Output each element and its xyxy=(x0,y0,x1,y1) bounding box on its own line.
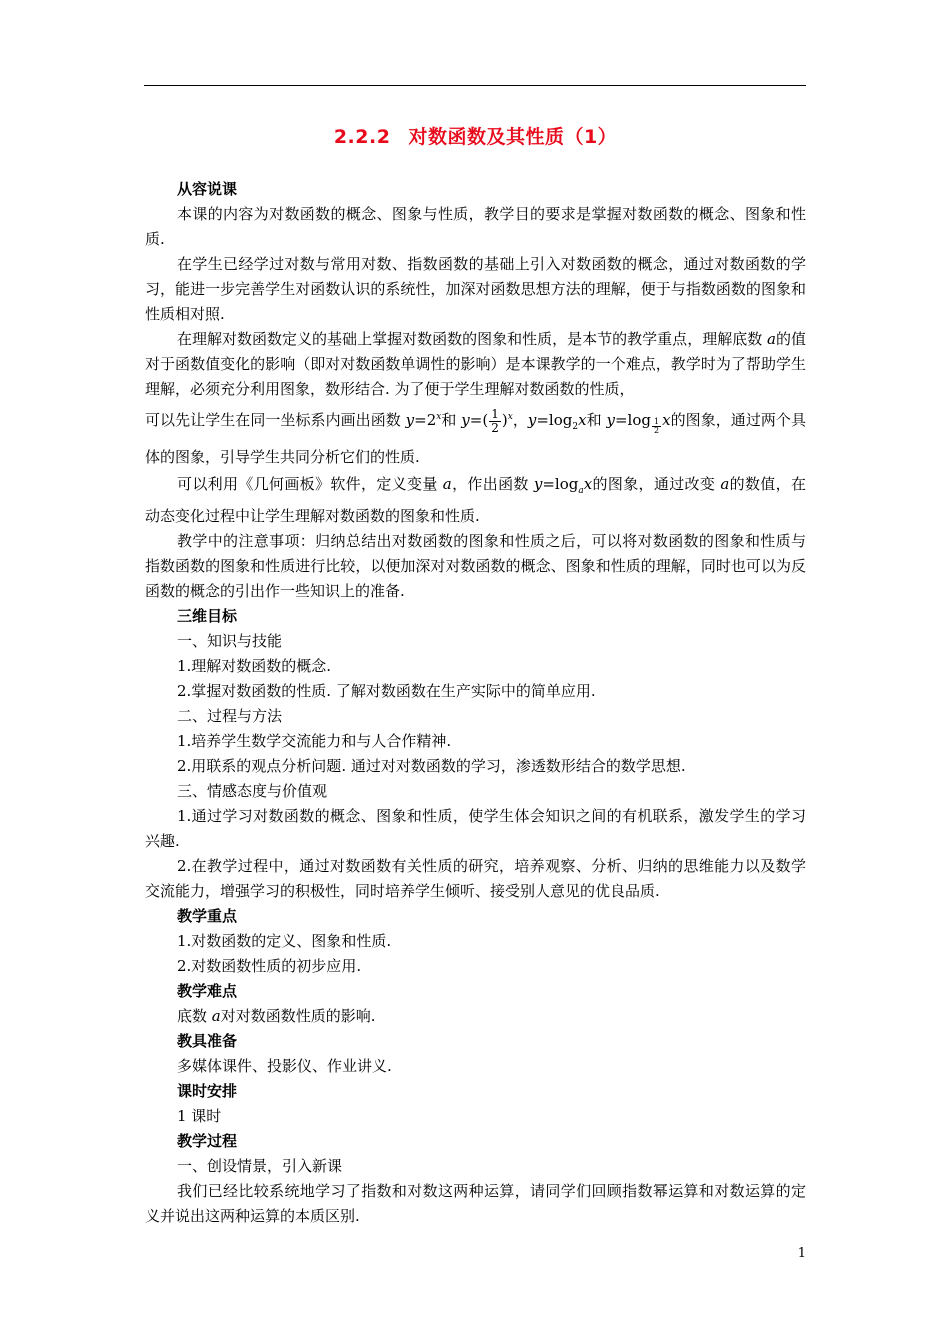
paragraph xyxy=(145,472,806,529)
text-span: 在理解对数函数定义的基础上掌握对数函数的图象和性质，是本节的教学重点，理解底数 xyxy=(177,330,763,348)
heading-materials: 教具准备 xyxy=(177,1032,238,1050)
fraction-half xyxy=(489,408,501,435)
var-a: a xyxy=(211,1007,221,1025)
paragraph: 本课的内容为对数函数的概念、图象与性质，教学目的要求是掌握对数函数的概念、图象和性质. xyxy=(145,205,806,248)
formula-part: =log xyxy=(542,475,579,493)
list-item: 1.培养学生数学交流能力和与人合作精神. xyxy=(177,732,452,750)
formula-part: =log xyxy=(536,411,573,429)
list-item: 三、情感态度与价值观 xyxy=(177,782,328,800)
paragraph: 教学中的注意事项：归纳总结出对数函数的图象和性质之后，可以将对数函数的图象和性质与指数函数的图象和性质进行比较，以便加深对对数函数的概念、图象和性质的理解，同时也可以为反函数的概念的引出作一些知识上的准备. xyxy=(145,532,806,600)
list-item: 1.对数函数的定义、图象和性质. xyxy=(177,932,392,950)
text-span: ，作出函数 xyxy=(451,475,529,493)
fraction-numerator: 1 xyxy=(491,406,499,421)
log-base: 2 xyxy=(572,422,579,432)
fraction-numerator: 1 xyxy=(653,417,660,426)
text-span: 底数 xyxy=(177,1007,208,1025)
text-span: 的数值，在动态变化过程中让学生理解对数函数的图象和性质. xyxy=(145,475,806,525)
var-a: a xyxy=(442,475,452,493)
var-x: x xyxy=(578,411,587,429)
list-item: 一、创设情景，引入新课 xyxy=(177,1157,343,1175)
fraction-denominator: 2 xyxy=(653,426,660,435)
formula-part: ) xyxy=(501,411,508,429)
text-span: 对对数函数性质的影响. xyxy=(220,1007,376,1025)
list-item: 2.对数函数性质的初步应用. xyxy=(177,957,362,975)
list-item: 2.掌握对数函数的性质. 了解对数函数在生产实际中的简单应用. xyxy=(177,682,596,700)
list-item: 1.理解对数函数的概念. xyxy=(177,657,332,675)
section-number: 2.2.2 xyxy=(333,126,391,148)
text-span: 的图象，通过改变 xyxy=(592,475,716,493)
heading-difficulties: 教学难点 xyxy=(177,982,238,1000)
list-item: 一、知识与技能 xyxy=(177,632,283,650)
title-text: 对数函数及其性质（1） xyxy=(408,126,618,148)
heading-process: 教学过程 xyxy=(177,1132,238,1150)
paragraph: 在学生已经学过对数与常用对数、指数函数的基础上引入对数函数的概念，通过对数函数的学习，能进一步完善学生对函数认识的系统性，加深对函数思想方法的理解，便于与指数函数的图象和性质相对照. xyxy=(145,255,806,323)
page-title xyxy=(145,122,806,149)
var-y: y xyxy=(606,411,615,429)
var-x: x xyxy=(583,475,593,493)
var-x: x xyxy=(662,411,671,429)
fraction-denominator: 2 xyxy=(491,420,499,435)
var-y: y xyxy=(405,411,415,429)
list-item xyxy=(145,1004,806,1029)
var-y: y xyxy=(527,411,537,429)
heading-key-points: 教学重点 xyxy=(177,907,238,925)
formula-part: ， xyxy=(512,411,528,429)
var-y: y xyxy=(533,475,543,493)
text-span: 可以先让学生在同一坐标系内画出函数 xyxy=(145,411,401,429)
formula-paragraph xyxy=(145,402,806,472)
text-span: 的值对于函数值变化的影响（即对对数函数单调性的影响）是本课教学的一个难点，教学时为了帮助学生理解，必须充分利用图象，数形结合. 为了便于学生理解对数函数的性质， xyxy=(145,330,806,398)
text-span: 的图象，通过两个具体的图象，引导学生共同分析它们的性质. xyxy=(145,411,806,466)
document-body xyxy=(145,122,806,1229)
var-a: a xyxy=(720,475,730,493)
paragraph: 我们已经比较系统地学习了指数和对数这两种运算，请同学们回顾指数幂运算和对数运算的定义并说出这两种运算的本质区别. xyxy=(145,1182,806,1225)
text-span: 可以利用《几何画板》软件，定义变量 xyxy=(177,475,438,493)
log-base-fraction xyxy=(652,418,661,435)
heading-shuoke: 从容说课 xyxy=(177,180,238,198)
formula-part: =( xyxy=(469,411,489,429)
list-item: 1.通过学习对数函数的概念、图象和性质，使学生体会知识之间的有机联系，激发学生的学习兴趣. xyxy=(145,807,806,850)
list-item: 2.在教学过程中，通过对数函数有关性质的研究，培养观察、分析、归纳的思维能力以及数学交流能力，增强学习的积极性，同时培养学生倾听、接受别人意见的优良品质. xyxy=(145,857,806,900)
list-item: 2.用联系的观点分析问题. 通过对对数函数的学习，渗透数形结合的数学思想. xyxy=(177,757,686,775)
page-number: 1 xyxy=(797,1246,806,1261)
log-base-a: a xyxy=(578,486,584,496)
list-item: 1 课时 xyxy=(177,1107,222,1125)
formula-part: 和 xyxy=(586,411,602,429)
header-rule xyxy=(144,85,806,86)
var-y: y xyxy=(461,411,470,429)
list-item: 多媒体课件、投影仪、作业讲义. xyxy=(177,1057,392,1075)
heading-goals: 三维目标 xyxy=(177,607,238,625)
list-item: 二、过程与方法 xyxy=(177,707,283,725)
var-x: x xyxy=(436,412,442,422)
var-a: a xyxy=(767,330,776,348)
formula-part: =log xyxy=(614,411,651,429)
paragraph xyxy=(145,327,806,402)
var-x: x xyxy=(507,412,513,422)
heading-schedule: 课时安排 xyxy=(177,1082,238,1100)
formula-part: 和 xyxy=(441,411,457,429)
formula-part: =2 xyxy=(414,411,437,429)
